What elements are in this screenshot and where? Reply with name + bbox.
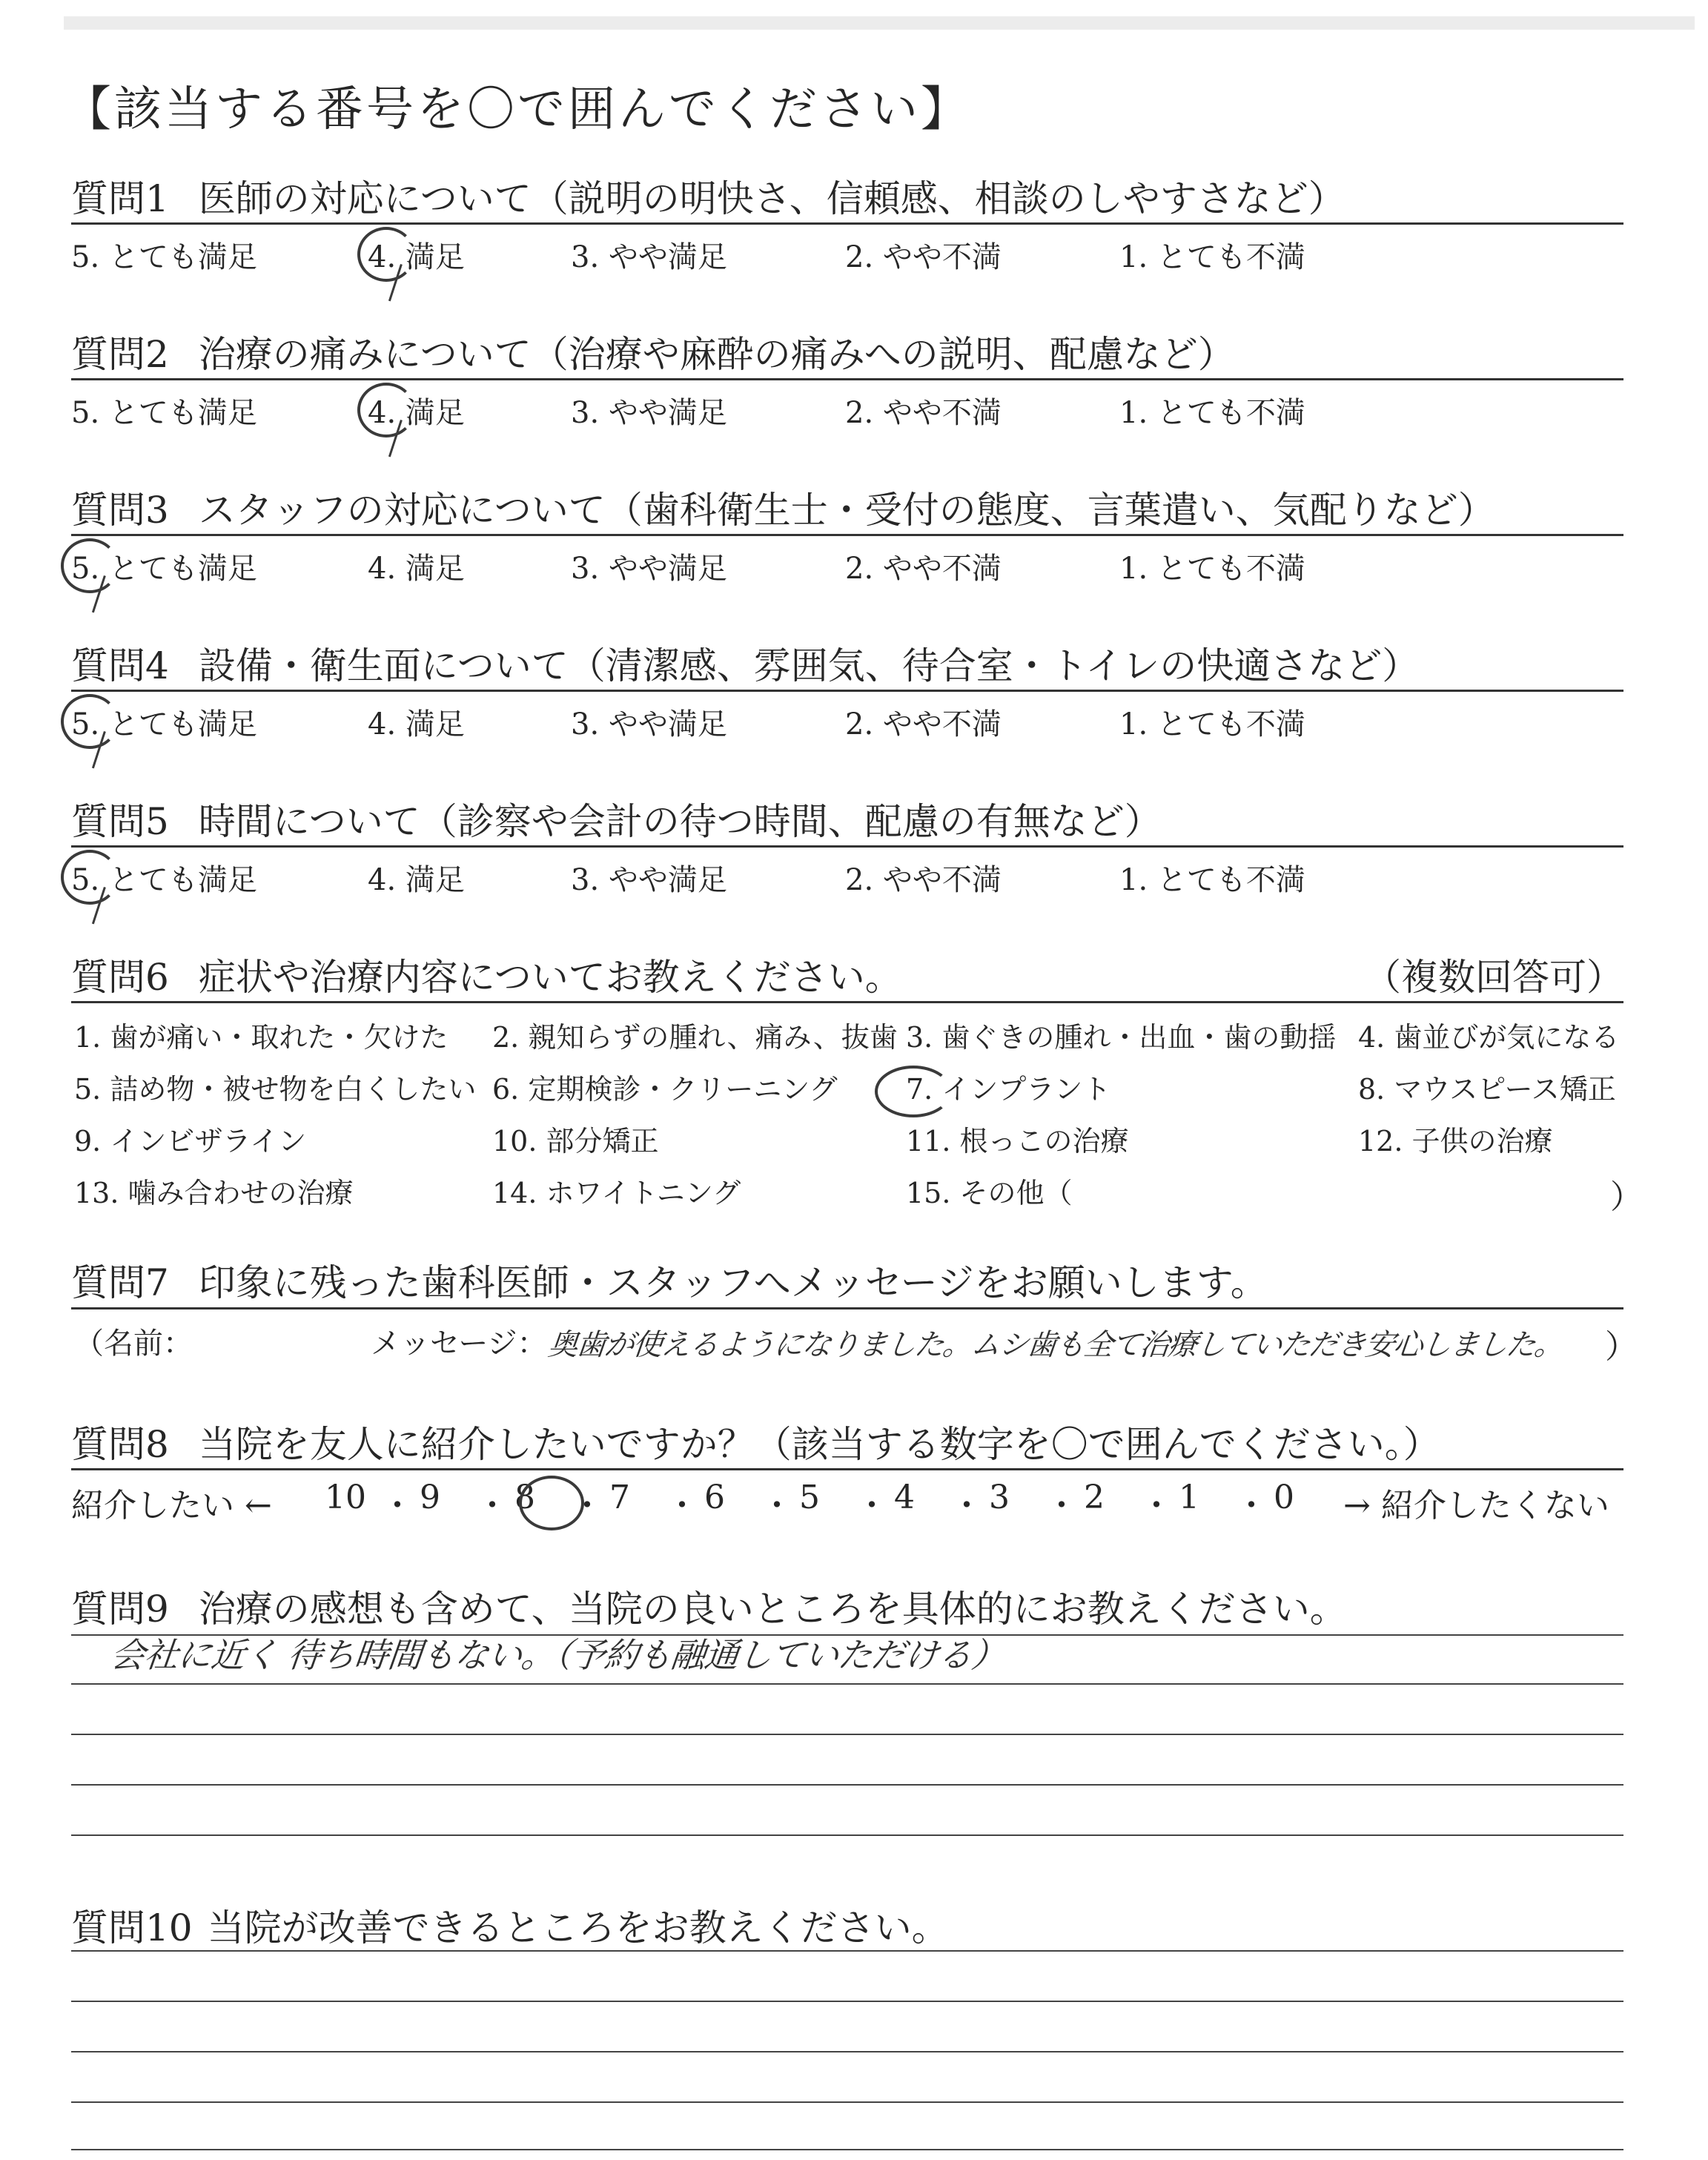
rating-option[interactable]: 1. とても不満 bbox=[1119, 863, 1305, 897]
treatment-option[interactable]: 10. 部分矯正 bbox=[492, 1125, 659, 1157]
scale-value[interactable]: 0 bbox=[1274, 1479, 1294, 1516]
question-9-title bbox=[71, 1579, 1347, 1633]
answer-line bbox=[71, 1784, 1623, 1786]
name-label: （名前： bbox=[74, 1327, 193, 1361]
selection-circle bbox=[61, 850, 119, 905]
scan-top-edge bbox=[64, 16, 1695, 30]
treatment-option[interactable]: 3. 歯ぐきの腫れ・出血・歯の動揺 bbox=[906, 1021, 1337, 1054]
question-number: 質問10 bbox=[71, 1906, 193, 1949]
question-number: 質問7 bbox=[71, 1261, 169, 1304]
answer-line bbox=[71, 1734, 1623, 1735]
question-7-rule bbox=[71, 1307, 1623, 1309]
treatment-option[interactable]: 1. 歯が痛い・取れた・欠けた bbox=[74, 1021, 448, 1054]
question-rule bbox=[71, 222, 1623, 225]
question-number: 質問2 bbox=[71, 333, 169, 376]
treatment-option[interactable]: 11. 根っこの治療 bbox=[906, 1125, 1129, 1157]
rating-option[interactable]: 2. やや不満 bbox=[845, 707, 1002, 742]
selection-circle bbox=[61, 694, 119, 749]
rating-option[interactable]: 5. とても満足 bbox=[71, 240, 257, 274]
scale-separator-dot: ・ bbox=[666, 1487, 698, 1525]
rating-option[interactable]: 1. とても不満 bbox=[1119, 396, 1305, 430]
treatment-option[interactable]: 12. 子供の治療 bbox=[1358, 1125, 1553, 1157]
treatment-option[interactable]: 13. 噛み合わせの治療 bbox=[74, 1177, 354, 1209]
treatment-option[interactable]: 7. インプラント bbox=[906, 1073, 1111, 1106]
handwritten-answer: 会社に近く 待ち時間もない。（予約も融通していただける） bbox=[108, 1635, 1007, 1675]
question-10-title bbox=[71, 1898, 949, 1952]
treatment-option[interactable]: 6. 定期検診・クリーニング bbox=[492, 1073, 838, 1106]
scale-value[interactable]: 7 bbox=[609, 1479, 630, 1516]
rating-option[interactable]: 5. とても満足 bbox=[71, 552, 257, 586]
answer-line bbox=[71, 1834, 1623, 1836]
selection-circle bbox=[61, 538, 119, 593]
multiple-answer-note: （複数回答可） bbox=[1364, 956, 1623, 999]
scale-value[interactable]: 6 bbox=[704, 1479, 725, 1516]
question-6-rule bbox=[71, 1001, 1623, 1003]
answer-line bbox=[71, 2001, 1623, 2002]
question-text: 症状や治療内容についてお教えください。 bbox=[198, 956, 902, 999]
question-text: 設備・衛生面について（清潔感、雰囲気、待合室・トイレの快適さなど） bbox=[198, 644, 1420, 687]
question-5-title bbox=[71, 792, 1162, 845]
rating-option[interactable]: 3. やや満足 bbox=[571, 240, 727, 274]
question-number: 質問4 bbox=[71, 644, 169, 687]
rating-option[interactable]: 4. 満足 bbox=[368, 396, 465, 430]
rating-option[interactable]: 4. 満足 bbox=[368, 240, 465, 274]
question-rule bbox=[71, 845, 1623, 848]
question-text: 医師の対応について（説明の明快さ、信頼感、相談のしやすさなど） bbox=[198, 177, 1345, 220]
question-text: 当院が改善できるところをお教えください。 bbox=[207, 1906, 949, 1949]
treatment-option[interactable]: 9. インビザライン bbox=[74, 1125, 307, 1157]
rating-option[interactable]: 3. やや満足 bbox=[571, 707, 727, 742]
question-text: 治療の痛みについて（治療や麻酔の痛みへの説明、配慮など） bbox=[198, 333, 1235, 376]
treatment-option[interactable]: 8. マウスピース矯正 bbox=[1358, 1073, 1616, 1106]
rating-option[interactable]: 5. とても満足 bbox=[71, 863, 257, 897]
rating-option[interactable]: 3. やや満足 bbox=[571, 396, 727, 430]
question-2-title bbox=[71, 325, 1235, 378]
treatment-option[interactable]: 4. 歯並びが気になる bbox=[1358, 1021, 1620, 1054]
answer-line bbox=[71, 2149, 1623, 2150]
selection-circle bbox=[357, 227, 415, 282]
rating-option[interactable]: 5. とても満足 bbox=[71, 396, 257, 430]
question-7-title bbox=[71, 1253, 1268, 1307]
rating-option[interactable]: 2. やや不満 bbox=[845, 863, 1002, 897]
scale-value[interactable]: 10 bbox=[325, 1479, 366, 1516]
question-text: 印象に残った歯科医師・スタッフへメッセージをお願いします。 bbox=[198, 1261, 1268, 1304]
question-3-title bbox=[71, 480, 1495, 534]
message-label: メッセージ： bbox=[371, 1327, 547, 1361]
scale-separator-dot: ・ bbox=[1140, 1487, 1173, 1525]
question-text: 治療の感想も含めて、当院の良いところを具体的にお教えください。 bbox=[198, 1588, 1347, 1631]
scale-value[interactable]: 4 bbox=[894, 1479, 915, 1516]
selection-circle bbox=[357, 383, 415, 437]
rating-option[interactable]: 1. とても不満 bbox=[1119, 707, 1305, 742]
answer-line bbox=[71, 1683, 1623, 1685]
scale-value[interactable]: 3 bbox=[989, 1479, 1010, 1516]
scale-separator-dot: ・ bbox=[1045, 1487, 1078, 1525]
question-number: 質問9 bbox=[71, 1588, 169, 1631]
question-1-title bbox=[71, 169, 1345, 222]
question-text: 当院を友人に紹介したいですか？（該当する数字を〇で囲んでください。） bbox=[198, 1423, 1440, 1466]
question-6-title bbox=[71, 948, 902, 1001]
question-number: 質問5 bbox=[71, 800, 169, 843]
question-number: 質問3 bbox=[71, 489, 169, 532]
q6-selection-circle bbox=[875, 1066, 952, 1117]
question-8-rule bbox=[71, 1468, 1623, 1470]
question-rule bbox=[71, 378, 1623, 380]
not-recommend-label: → 紹介したくない bbox=[1343, 1487, 1609, 1525]
question-number: 質問8 bbox=[71, 1423, 169, 1466]
question-rule bbox=[71, 534, 1623, 536]
scale-value[interactable]: 2 bbox=[1084, 1479, 1105, 1516]
rating-option[interactable]: 2. やや不満 bbox=[845, 552, 1002, 586]
other-closing-paren: ） bbox=[1610, 1178, 1643, 1216]
answer-line bbox=[71, 1950, 1623, 1952]
treatment-option[interactable]: 14. ホワイトニング bbox=[492, 1177, 741, 1209]
rating-option[interactable]: 4. 満足 bbox=[368, 707, 465, 742]
treatment-option[interactable]: 2. 親知らずの腫れ、痛み、抜歯 bbox=[492, 1021, 898, 1054]
question-number: 質問6 bbox=[71, 956, 169, 999]
question-text: スタッフの対応について（歯科衛生士・受付の態度、言葉遣い、気配りなど） bbox=[198, 489, 1495, 532]
rating-option[interactable]: 2. やや不満 bbox=[845, 396, 1002, 430]
scale-separator-dot: ・ bbox=[476, 1487, 509, 1525]
scale-separator-dot: ・ bbox=[855, 1487, 888, 1525]
question-number: 質問1 bbox=[71, 177, 169, 220]
rating-option[interactable]: 2. やや不満 bbox=[845, 240, 1002, 274]
scale-value[interactable]: 5 bbox=[799, 1479, 820, 1516]
scale-separator-dot: ・ bbox=[761, 1487, 793, 1525]
rating-option[interactable]: 1. とても不満 bbox=[1119, 240, 1305, 274]
q8-selection-circle bbox=[519, 1476, 584, 1530]
rating-option[interactable]: 3. やや満足 bbox=[571, 552, 727, 586]
rating-option[interactable]: 1. とても不満 bbox=[1119, 552, 1305, 586]
answer-line bbox=[71, 2051, 1623, 2052]
scale-value[interactable]: 8 bbox=[514, 1479, 535, 1516]
scale-value[interactable]: 9 bbox=[420, 1479, 440, 1516]
scale-separator-dot: ・ bbox=[950, 1487, 983, 1525]
question-8-title bbox=[71, 1415, 1440, 1468]
question-4-title bbox=[71, 636, 1419, 690]
question-text: 時間について（診察や会計の待つ時間、配慮の有無など） bbox=[198, 800, 1162, 843]
scale-separator-dot: ・ bbox=[381, 1487, 414, 1525]
message-closing-paren: ） bbox=[1605, 1328, 1638, 1366]
scale-separator-dot: ・ bbox=[571, 1487, 603, 1525]
treatment-option[interactable]: 5. 詰め物・被せ物を白くしたい bbox=[74, 1073, 477, 1106]
scale-separator-dot: ・ bbox=[1235, 1487, 1268, 1525]
scale-value[interactable]: 1 bbox=[1179, 1479, 1199, 1516]
question-rule bbox=[71, 690, 1623, 692]
rating-option[interactable]: 3. やや満足 bbox=[571, 863, 727, 897]
answer-line bbox=[71, 2101, 1623, 2103]
rating-option[interactable]: 4. 満足 bbox=[368, 863, 465, 897]
form-header: 【該当する番号を〇で囲んでください】 bbox=[64, 82, 971, 137]
treatment-option[interactable]: 15. その他（ bbox=[906, 1177, 1073, 1209]
rating-option[interactable]: 4. 満足 bbox=[368, 552, 465, 586]
recommend-label: 紹介したい ← bbox=[71, 1487, 272, 1525]
handwritten-message: 奥歯が使えるようになりました。ムシ歯も全て治療していただき安心しました。 bbox=[546, 1328, 1565, 1362]
rating-option[interactable]: 5. とても満足 bbox=[71, 707, 257, 742]
